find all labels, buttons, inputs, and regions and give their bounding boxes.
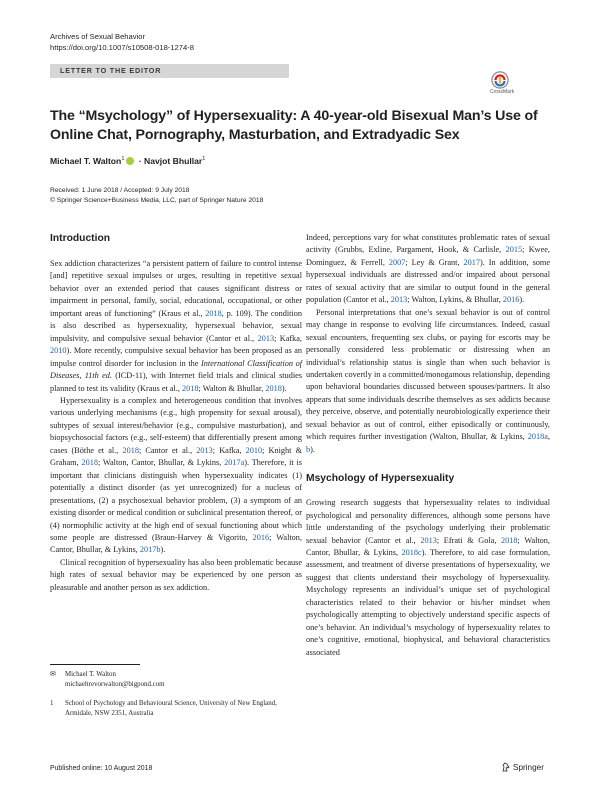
paragraph: Indeed, perceptions vary for what constitutes problematic rates of sexual activity (Grubbs, Exline, Pargament, Hook, & Carlisle, 2015; Kwee, Dominguez, & Ferrell, 2007; Ley & Grant, 2017). In addition, some hypersexual individuals are distressed and/or impaired about personal rates of sexual activity that are similar to output found in the general population (Cantor et al., 2013; Walton, Lykins, & Bhullar, 2016). xyxy=(306,233,550,305)
crossmark-badge[interactable] xyxy=(487,71,543,95)
crossmark-icon xyxy=(491,71,509,89)
citation-link[interactable]: 2018 xyxy=(122,445,139,455)
author-name[interactable]: Michael T. Walton xyxy=(50,156,122,166)
contact-email[interactable]: michaeltrevorwalton@bigpond.com xyxy=(65,680,165,688)
affiliation-marker: 1 xyxy=(121,156,125,163)
citation-link[interactable]: 2013 xyxy=(390,295,408,305)
publisher-name: Springer xyxy=(513,763,544,772)
paragraph: Sex addiction characterizes “a persistent pattern of failure to control intense [and] repetitive sexual impulses or urges, resulting in repetitive sexual behavior over an extended period that causes significant distress or impairment in personal, family, social, educational, occupational, or other important areas of functioning” (Kraus et al., 2018, p. 109). The condition is also described as hypersexuality, hypersexual behavior, sexual impulsivity, and compulsive sexual behavior (Cantor et al., 2013; Kafka, 2010). More recently, compulsive sexual behavior has been proposed as an impulse control disorder for inclusion in the International Classification of Diseases, 11th ed. (ICD-11), with Internet field trials and clinical studies planned to test its validity (Kraus et al., 2018; Walton & Bhullar, 2018). xyxy=(50,259,303,393)
citation-link[interactable]: 2018 xyxy=(81,458,98,468)
copyright-line: © Springer Science+Business Media, LLC, part of Springer Nature 2018 xyxy=(50,197,264,204)
paragraph: Clinical recognition of hypersexuality has also been problematic because high rates of sexual behavior may be experienced by one person as pleasurable and another person as sex addiction. xyxy=(50,557,302,592)
italic-title: International Classification of Diseases, 11th ed. xyxy=(50,358,303,381)
journal-header xyxy=(50,31,194,53)
citation-link[interactable]: b xyxy=(306,444,311,454)
paragraph: Hypersexuality is a complex and heterogeneous condition that involves various underlying mechanisms (e.g., high propensity for sexual arousal), subtypes of sexual interest/behavior (e.g., compulsive masturbation), and biopsychosocial factors (e.g., self-esteem) that differentially present among cases (Böthe et al., 2018; Cantor et al., 2013; Kafka, 2010; Knight & Graham, 2018; Walton, Cantor, Bhullar, & Lykins, 2017a). Therefore, it is important that clinicians distinguish when hypersexuality indicates (1) potentially a distinct disorder (as yet unrecognized) for a nucleus of presentations, (2) a psychosexual behavior problem, (3) a symptom of an existing disorder or medical condition or subclinical presentation thereof, or (4) normophilic activity at the high end of sexual functioning about which some people are distressed (Braun-Harvey & Vigorito, 2016; Walton, Cantor, Bhullar, & Lykins, 2017b). xyxy=(50,395,303,555)
publisher-logo[interactable] xyxy=(501,762,544,772)
published-online: Published online: 10 August 2018 xyxy=(50,765,153,772)
citation-link[interactable]: 2018 xyxy=(501,535,518,545)
doi-link[interactable]: https://doi.org/10.1007/s10508-018-1274-8 xyxy=(50,43,194,52)
citation-link[interactable]: 2018c xyxy=(401,547,422,557)
citation-link[interactable]: 2018a xyxy=(527,432,548,442)
citation-link[interactable]: 2013 xyxy=(420,535,437,545)
paragraph: Growing research suggests that hypersexuality relates to individual psychological and personality differences, although some persons have little understanding of the psychology underlying their problematic sexual behavior (Cantor et al., 2013; Efrati & Gola, 2018; Walton, Cantor, Bhullar, & Lykins, 2018c). Therefore, to aid case formulation, assessment, and treatment of diverse presentations of hypersexuality, we suggest that clients understand their msychology of hypersexuality. Msychology represents an individual’s unique set of psychological characteristics related to their behavior or his/her mindset when psychologically attempting to objectively understand specific aspects of one’s behavior. An individual’s msychology of hypersexuality relates to one’s cognitive, emotional, biophysical, and behavioral characteristics associated xyxy=(306,498,551,657)
affiliation-text: School of Psychology and Behavioural Science, University of New England, Armidale, NSW 2351, Australia xyxy=(65,700,277,717)
citation-link[interactable]: 2015 xyxy=(505,245,523,255)
citation-link[interactable]: 2007 xyxy=(388,257,406,267)
citation-link[interactable]: 2018 xyxy=(181,383,199,393)
citation-link[interactable]: 2017a xyxy=(224,458,245,468)
citation-link[interactable]: 2017b xyxy=(139,545,161,555)
left-column xyxy=(50,232,302,594)
footnote-divider xyxy=(50,664,140,665)
article-type-banner: LETTER TO THE EDITOR xyxy=(50,64,289,78)
crossmark-label: CrossMark xyxy=(489,89,515,95)
citation-link[interactable]: 2016 xyxy=(502,295,520,305)
citation-link[interactable]: 2013 xyxy=(196,445,213,455)
citation-link[interactable]: 2016 xyxy=(252,532,270,542)
affiliation-marker: 1 xyxy=(202,156,206,163)
author-list xyxy=(50,156,205,166)
envelope-icon: ✉ xyxy=(50,671,56,678)
affiliation-number: 1 xyxy=(50,700,54,707)
paragraph: Personal interpretations that one’s sexual behavior is out of control may change in response to evolving life circumstances. Indeed, casual sexual encounters, frequenting sex clubs, or paying for escorts may be personally considered less problematic or distressing when an individual’s relationship status is single than when such behavior is undertaken covertly in a committed/monogamous relationship, depending upon behavioral boundaries discussed between spouses/partners. It also appears that some individuals describe themselves as sex addicts because they perceive, observe, and potentially neurobiologically experience their sexual behavior as out of control, either episodically or continuously, which requires further investigation (Walton, Bhullar, & Lykins, 2018a, b). xyxy=(306,307,550,454)
citation-link[interactable]: 2013 xyxy=(257,333,275,343)
contact-name: Michael T. Walton xyxy=(65,671,116,678)
author-name[interactable]: Navjot Bhullar xyxy=(144,156,203,166)
journal-name: Archives of Sexual Behavior xyxy=(50,32,145,41)
citation-link[interactable]: 2010 xyxy=(50,346,67,356)
section-heading: Msychology of Hypersexuality xyxy=(306,473,455,485)
author-separator: · xyxy=(136,156,145,166)
received-accepted: Received: 1 June 2018 / Accepted: 9 July 2018 xyxy=(50,187,190,194)
article-title: The “Msychology” of Hypersexuality: A 40-year-old Bisexual Man’s Use of Online Chat, Pornography, Masturbation, and Extradyadic Sex xyxy=(50,108,538,143)
right-column xyxy=(306,232,550,659)
section-heading: Introduction xyxy=(50,233,111,244)
citation-link[interactable]: 2018 xyxy=(205,308,222,318)
orcid-icon[interactable] xyxy=(126,157,134,165)
article-dates xyxy=(50,186,263,206)
citation-link[interactable]: 2018 xyxy=(265,383,282,393)
citation-link[interactable]: 2010 xyxy=(245,445,263,455)
springer-horse-icon xyxy=(501,762,511,772)
citation-link[interactable]: 2017 xyxy=(463,257,480,267)
